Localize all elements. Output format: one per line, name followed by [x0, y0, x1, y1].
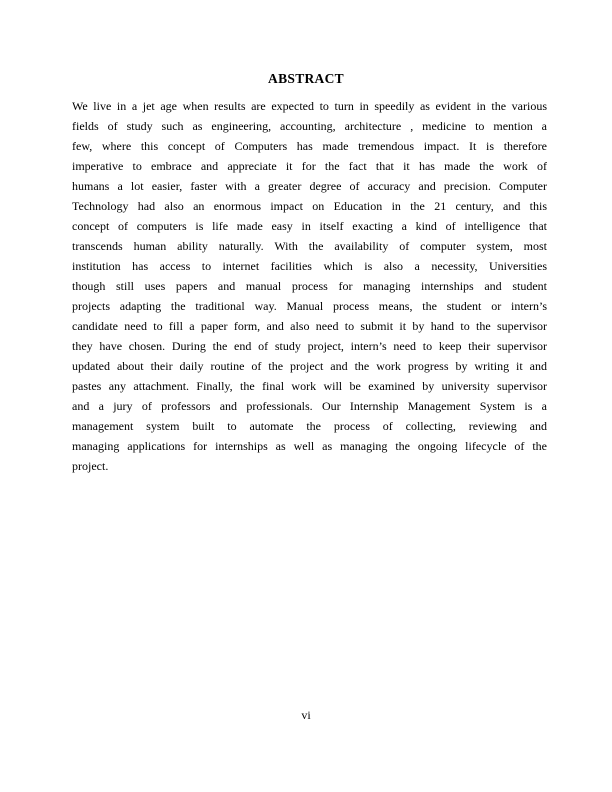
text-line: imperative to embrace and appreciate it for the fact that it has made the work of — [72, 159, 547, 173]
text-line: Technology had also an enormous impact on Education in the 21 century, and this — [72, 199, 547, 213]
text-line: projects adapting the traditional way. Manual process means, the student or intern’s — [72, 299, 547, 313]
text-line: and a jury of professors and professionals. Our Internship Management System is a — [72, 399, 547, 413]
text-line: pastes any attachment. Finally, the final work will be examined by university supervisor — [72, 379, 547, 393]
text-line: concept of computers is life made easy in itself exacting a kind of intelligence that — [72, 219, 547, 233]
text-line: though still uses papers and manual process for managing internships and student — [72, 279, 547, 293]
text-line: they have chosen. During the end of study project, intern’s need to keep their supervisor — [72, 339, 547, 353]
text-line: institution has access to internet facilities which is also a necessity, Universities — [72, 259, 547, 273]
text-line: updated about their daily routine of the project and the work progress by writing it and — [72, 359, 547, 373]
text-line: managing applications for internships as well as managing the ongoing lifecycle of the — [72, 439, 547, 453]
text-line: candidate need to fill a paper form, and also need to submit it by hand to the supervisor — [72, 319, 547, 333]
text-line: transcends human ability naturally. With the availability of computer system, most — [72, 239, 547, 253]
text-line: humans a lot easier, faster with a greater degree of accuracy and precision. Computer — [72, 179, 547, 193]
text-line: few, where this concept of Computers has made tremendous impact. It is therefore — [72, 139, 547, 153]
page-number: vi — [301, 708, 311, 722]
abstract-body — [72, 96, 547, 476]
text-line: management system built to automate the process of collecting, reviewing and — [72, 419, 547, 433]
text-line: We live in a jet age when results are expected to turn in speedily as evident in the various — [72, 99, 547, 113]
text-line: fields of study such as engineering, accounting, architecture , medicine to mention a — [72, 119, 547, 133]
page-title: ABSTRACT — [268, 71, 344, 86]
text-line: project. — [72, 459, 109, 473]
